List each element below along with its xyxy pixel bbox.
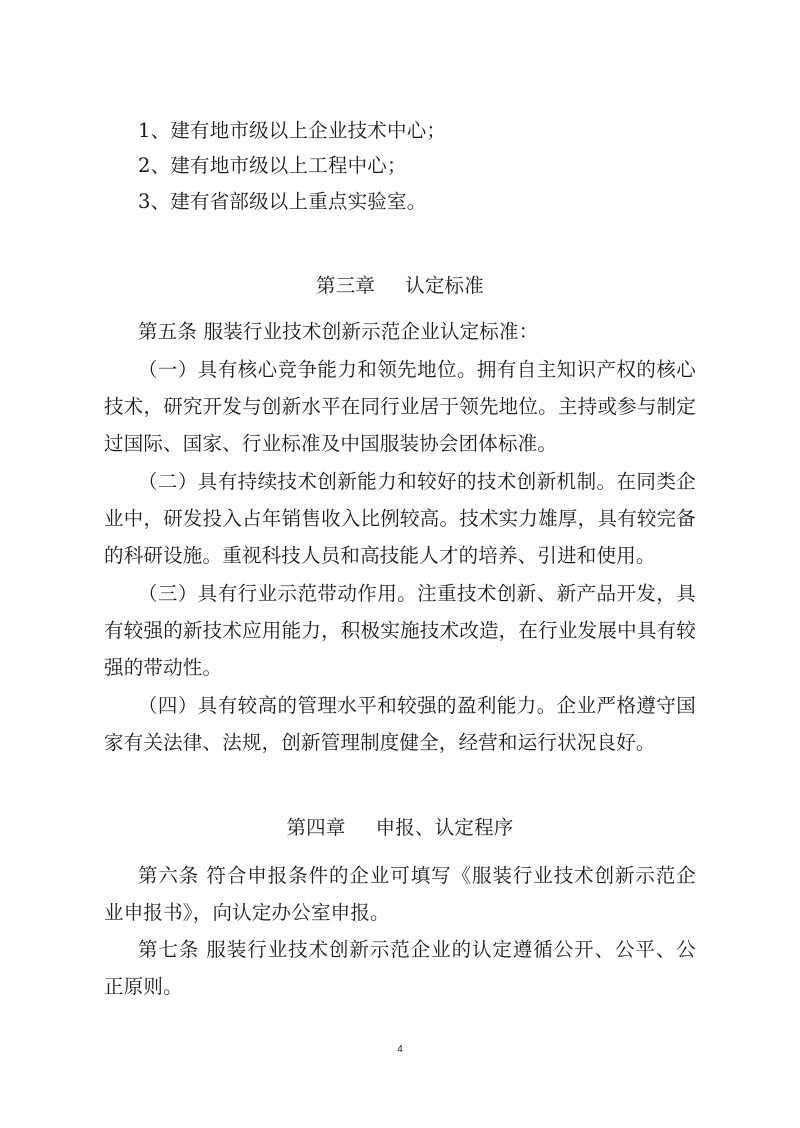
criterion-4-line-2: 家有关法律、法规，创新管理制度健全，经营和运行状况良好。 [104,731,656,754]
criterion-1-line-1: （一）具有核心竞争能力和领先地位。拥有自主知识产权的核心 [138,358,696,381]
list-item-1: 1、建有地市级以上企业技术中心； [138,119,447,142]
article-5-heading: 第五条 服装行业技术创新示范企业认定标准： [138,320,539,343]
chapter-4-number: 第四章 [286,816,346,839]
page-number: 4 [397,1044,403,1055]
chapter-3-heading [0,272,800,300]
criterion-1-line-3: 过国际、国家、行业标准及中国服装协会团体标准。 [104,432,558,455]
article-6-line-1: 第六条 符合申报条件的企业可填写《服装行业技术创新示范企 [138,864,696,887]
article-6-line-2: 业申报书》，向认定办公室申报。 [104,901,390,924]
chapter-3-number: 第三章 [316,274,376,297]
criterion-1-line-2: 技术，研究开发与创新水平在同行业居于领先地位。主持或参与制定 [104,395,696,418]
article-7-line-2: 正原则。 [104,975,183,998]
chapter-4-heading [0,814,800,842]
list-item-2: 2、建有地市级以上工程中心； [138,154,407,177]
criterion-2-line-1: （二）具有持续技术创新能力和较好的技术创新机制。在同类企 [138,470,696,493]
criterion-3-line-1: （三）具有行业示范带动作用。注重技术创新、新产品开发，具 [138,582,696,605]
article-7-line-1: 第七条 服装行业技术创新示范企业的认定遵循公开、公平、公 [138,938,696,961]
chapter-4-title: 申报、认定程序 [375,816,514,839]
criterion-2-line-3: 的科研设施。重视科技人员和高技能人才的培养、引进和使用。 [104,544,656,567]
criterion-3-line-2: 有较强的新技术应用能力，积极实施技术改造，在行业发展中具有较 [104,619,696,642]
criterion-4-line-1: （四）具有较高的管理水平和较强的盈利能力。企业严格遵守国 [138,694,696,717]
list-item-3: 3、建有省部级以上重点实验室。 [138,190,427,213]
chapter-3-title: 认定标准 [405,274,484,297]
criterion-2-line-2: 业中，研发投入占年销售收入比例较高。技术实力雄厚，具有较完备 [104,507,696,530]
criterion-3-line-3: 强的带动性。 [104,656,223,679]
